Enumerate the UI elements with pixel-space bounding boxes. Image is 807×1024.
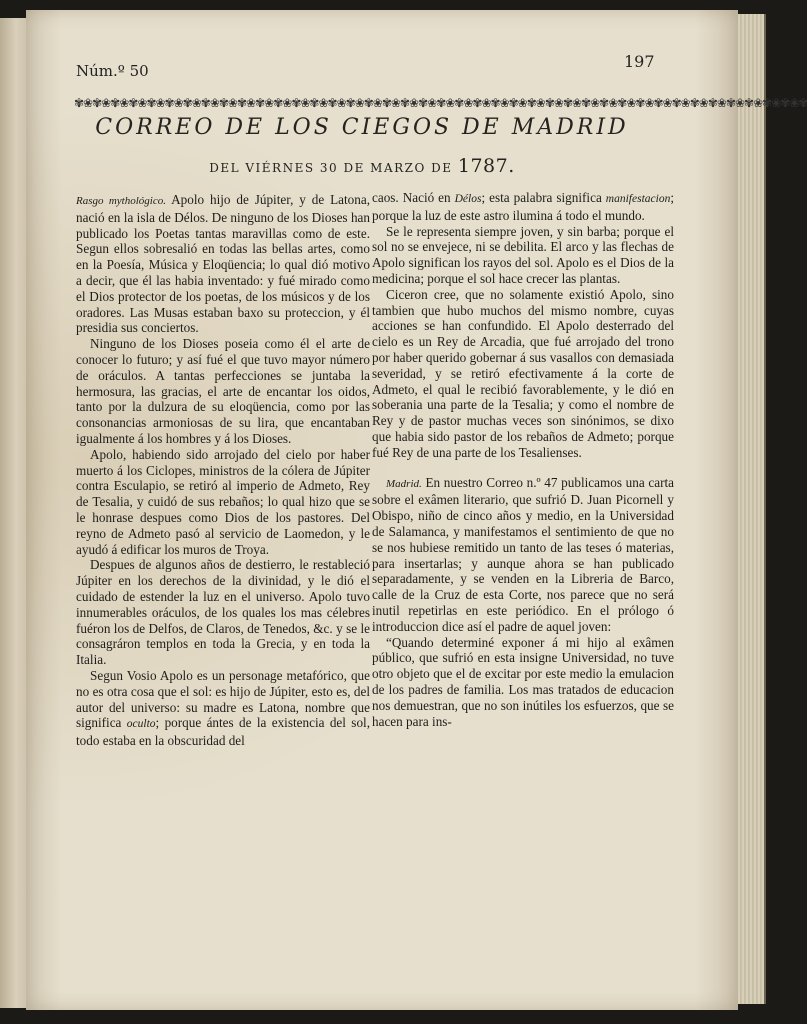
masthead-title: CORREO DE LOS CIEGOS DE MADRID [95,115,629,140]
paragraph-text: caos. Nació en [372,190,451,205]
page-stack-edge [738,14,766,1004]
paragraph-text: Segun Vosio Apolo es un personage metafórico, que no es otra cosa que el sol: es hijo de Júpiter, esto es, del autor del universo: su madre es Latona, nombre que significa [76,667,370,731]
date-year: 1787. [457,155,515,177]
paragraph: Ciceron cree, que no solamente existió Apolo, sino tambien que hubo muchos del mismo nombre, cuyas acciones se han confundido. El Apolo desterrado del cielo es un Rey de Arcadia, que fué arrojado del trono por haber querido gobernar á sus vasallos con demasiada severidad, y se retiró efectivamente á la corte de Admeto, el qual le recibió favorablemente, y le dió en soberania una parte de la Tesalia; y como el nombre de Rey y de pastor muchas veces son sinónimos, se dixo que habia sido pastor de los rebaños de Admeto; porque fué Rey de una parte de los Tesalienses. [372,286,674,460]
italic-word: Délos [454,193,482,205]
paragraph [372,190,674,224]
issue-number: Núm.º 50 [76,62,149,80]
paragraph-text: En nuestro Correo n.º 47 publicamos una carta sobre el exâmen literario, que sufrió D. Juan Picornell y Obispo, niño de cinco años y medio, en la Universidad de Salamanca, y manifestamos el sentimiento de que no se nos hubiese remitido un tanto de las teses ó materias, para insertarlas; y aunque ahora se han publicado separadamente, y se venden en la Libreria de Barco, calle de la Cruz de esta Corte, nos parece que no será inutil repetirlas en este periódico. En el prólogo ó introduccion dice así el padre de aquel joven: [372,474,675,634]
section-lead: Rasgo mythológico. [76,195,166,207]
paragraph: “Quando determiné exponer á mi hijo al exâmen público, que sufrió en esta insigne Universidad, no tuve otro objeto que el de excitar por este medio la emulacion de los padres de familia. Los mas tratados de educacion nos demuestran, que no son inútiles los esfuerzos, que se hacen para ins- [372,634,674,729]
paragraph: Se le representa siempre joven, y sin barba; porque el sol no se envejece, ni se debilita. El arco y las flechas de Apolo significan los rayos del sol. Apolo es el Dios de la medicina; porque el sol hace crecer las plantas. [372,223,674,286]
issue-date [66,155,658,177]
paragraph [76,192,370,336]
paragraph-text: Apolo hijo de Júpiter, y de Latona, nació en la isla de Délos. De ninguno de los Dioses han publicado los Poetas tantas maravillas como de este. Segun ellos sobresalió en todas las bellas artes, como en la Poesía, Música y Eloqüencia; lo qual dió motivo a decir, que él las habia inventado: y fué mirado como el Dios protector de los poetas, de los músicos y de los oradores. Las Musas estaban baxo su proteccion, y él presidia sus conciertos. [76,192,370,336]
date-text: DEL VIÉRNES 30 DE MARZO DE [209,161,453,175]
left-column [76,192,370,749]
paragraph: Apolo, habiendo sido arrojado del cielo por haber muerto á los Ciclopes, ministros de la cólera de Júpiter contra Esculapio, se retiró al imperio de Admeto, Rey de Tesalia, y cuidó de sus rebaños; lo qual hizo que se le honrase despues como Dios de los pastores. Del reyno de Admeto pasó al servicio de Laomedon, y le ayudó á edificar los muros de Troya. [76,446,370,557]
ornamental-border [74,93,807,113]
italic-word: manifestacion [605,193,671,205]
paragraph: Despues de algunos años de destierro, le restableció Júpiter en los derechos de la divinidad, y le dió el cuidado de estender la luz en el universo. Apolo tuvo innumerables oráculos, de los quales los mas célebres fuéron los de Delfos, de Claros, de Tenedos, &c. y se le consagráron templos en toda la Grecia, y en toda la Italia. [76,557,370,668]
italic-word: oculto [126,718,156,731]
newspaper-page [26,10,807,1010]
paragraph [372,475,674,635]
ornament-glyphs: ✾❀✾❀✾❀✾❀✾❀✾❀✾❀✾❀✾❀✾❀✾❀✾❀✾❀✾❀✾❀✾❀✾❀✾❀✾❀✾❀✾❀✾❀✾❀✾❀✾❀✾❀✾❀✾❀✾❀✾❀✾❀✾❀✾❀✾❀✾❀✾❀✾❀✾❀✾❀✾❀✾ [74,96,807,110]
page-number: 197 [624,52,655,71]
previous-page-edge [0,18,27,1008]
paragraph-text: ; porque la luz de este astro ilumina á todo el mundo. [372,190,674,223]
paragraph [76,668,370,749]
section-lead: Madrid. [386,477,422,490]
paragraph: Ninguno de los Dioses poseia como él el arte de conocer lo futuro; y así fué el que tuvo mayor número de oráculos. A tantas perfecciones se juntaba la hermosura, las gracias, el arte de encantar los oidos, tanto por la dulzura de su eloqüencia, como por las consonancias armoniosas de su lira, que encantaban igualmente á los hombres y á los Dioses. [76,336,370,446]
paragraph-text: ; esta palabra significa [481,190,602,205]
paragraph-text: ; porque ántes de la existencia del sol, todo estaba en la obscuridad del [76,715,370,749]
right-column [372,190,674,729]
